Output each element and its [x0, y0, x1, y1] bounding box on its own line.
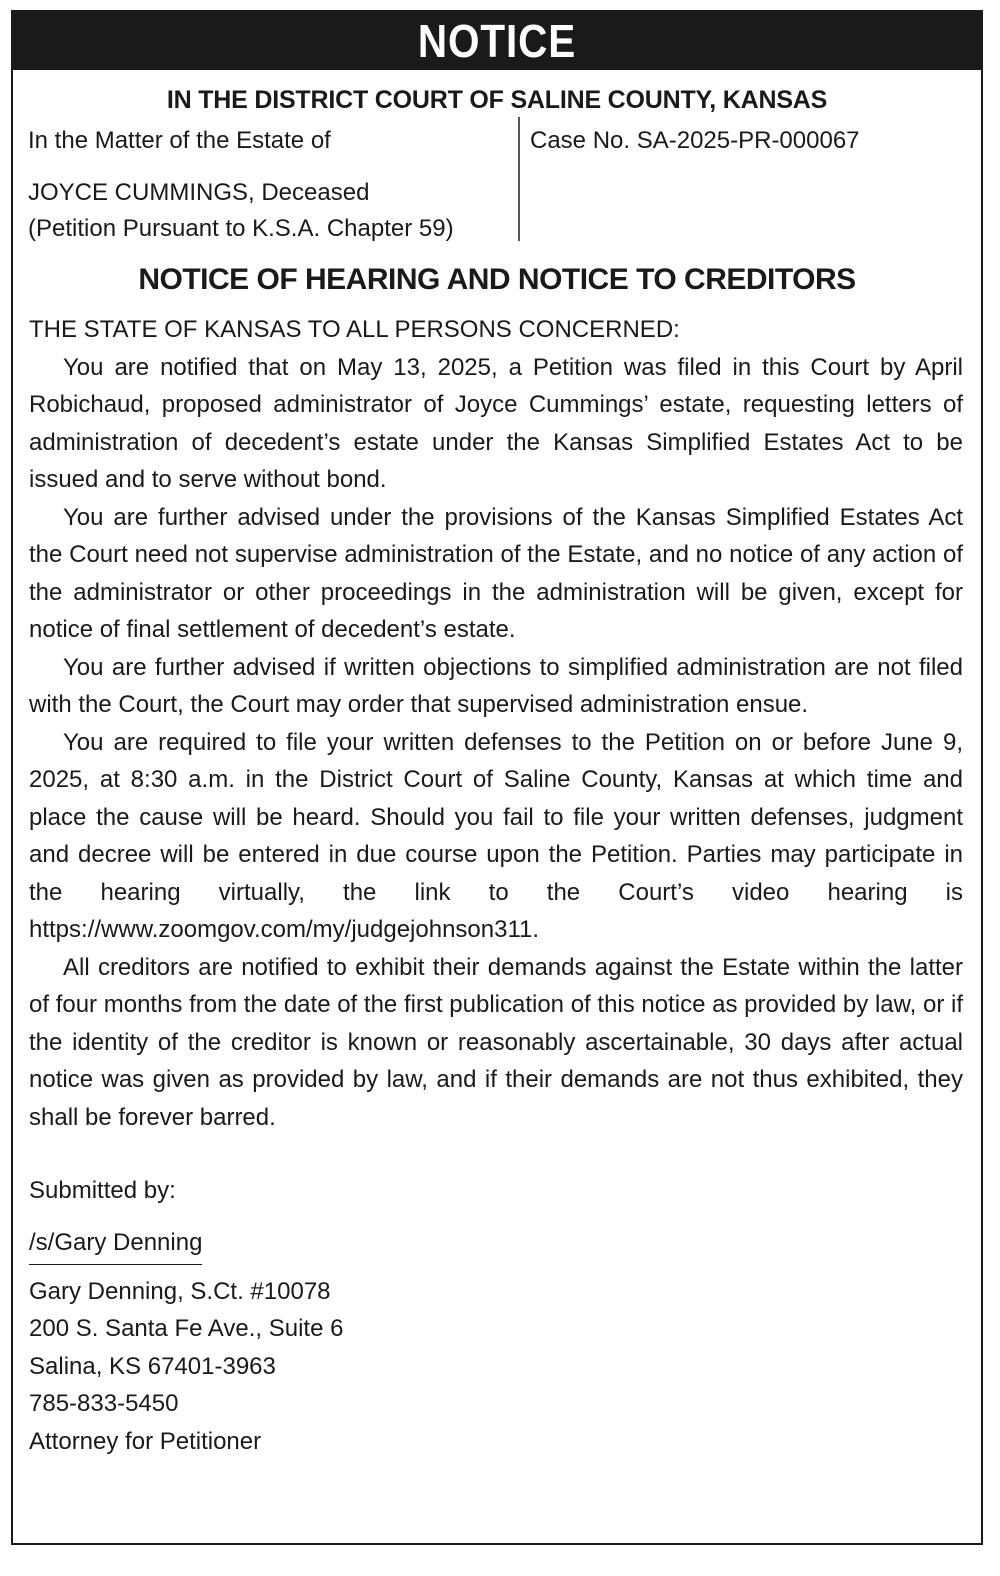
paragraph-creditors: All creditors are notified to exhibit their demands against the Estate within the latter of four months from the date of the first publication of this notice as provided by law, or if the identity of the creditor is known or reasonably ascertainable, 30 days after actual notice was given as provided by law, and if their demands are not thus exhibited, they shall be forever barred.: [29, 953, 963, 1131]
signature-block: [29, 1172, 963, 1460]
caption-petition: (Petition Pursuant to K.S.A. Chapter 59): [28, 215, 454, 242]
notice-body: [29, 311, 963, 1136]
submitted-by-label: Submitted by:: [29, 1177, 176, 1204]
paragraph-hearing: You are required to file your written defenses to the Petition on or before June 9, 2025, at 8:30 a.m. in the District Court of Saline County, Kansas at which time and place the cause will be heard. Should you fail to file your written defenses, judgment and decree will be entered in due course upon the Petition. Parties may participate in the hearing virtually, the link to the Court’s video hearing is https://www.zoomgov.com/my/judgejohnson311.: [29, 728, 963, 943]
notice-banner-title: NOTICE: [71, 12, 923, 70]
caption-left: [28, 123, 518, 247]
caption-divider: [518, 117, 520, 241]
attorney-role: Attorney for Petitioner: [29, 1427, 262, 1455]
paragraph-petition-filed: You are notified that on May 13, 2025, a Petition was filed in this Court by April Robichaud, proposed administrator of Joyce Cummings’ estate, requesting letters of administration of decedent’s estate under the Kansas Simplified Estates Act to be issued and to serve without bond.: [29, 353, 963, 493]
caption-decedent: JOYCE CUMMINGS, Deceased: [28, 179, 370, 206]
attorney-name: Gary Denning, S.Ct. #10078: [29, 1277, 331, 1305]
court-name: IN THE DISTRICT COURT OF SALINE COUNTY, KANSAS: [166, 86, 828, 114]
paragraph-no-supervision: You are further advised under the provisions of the Kansas Simplified Estates Act the Court need not supervise administration of the Estate, and no notice of any action of the administrator or other proceedings in the administration will be given, except for notice of final settlement of decedent’s estate.: [29, 503, 963, 643]
paragraph-objections: You are further advised if written objections to simplified administration are not filed with the Court, the Court may order that supervised administration ensue.: [29, 653, 963, 718]
case-caption: [13, 123, 981, 273]
case-number: Case No. SA-2025-PR-000067: [530, 127, 860, 154]
caption-right: [530, 123, 860, 159]
salutation: THE STATE OF KANSAS TO ALL PERSONS CONCERNED:: [29, 316, 680, 343]
notice-heading: NOTICE OF HEARING AND NOTICE TO CREDITORS: [138, 263, 856, 296]
attorney-address-line1: 200 S. Santa Fe Ave., Suite 6: [29, 1315, 344, 1342]
attorney-address: [29, 1273, 963, 1461]
legal-notice: [11, 10, 983, 1545]
signature-line: /s/Gary Denning: [29, 1228, 202, 1265]
notice-banner: [13, 12, 981, 70]
attorney-address-line2: Salina, KS 67401-3963: [29, 1352, 276, 1380]
attorney-phone: 785-833-5450: [29, 1390, 179, 1417]
caption-matter: In the Matter of the Estate of: [28, 127, 331, 154]
